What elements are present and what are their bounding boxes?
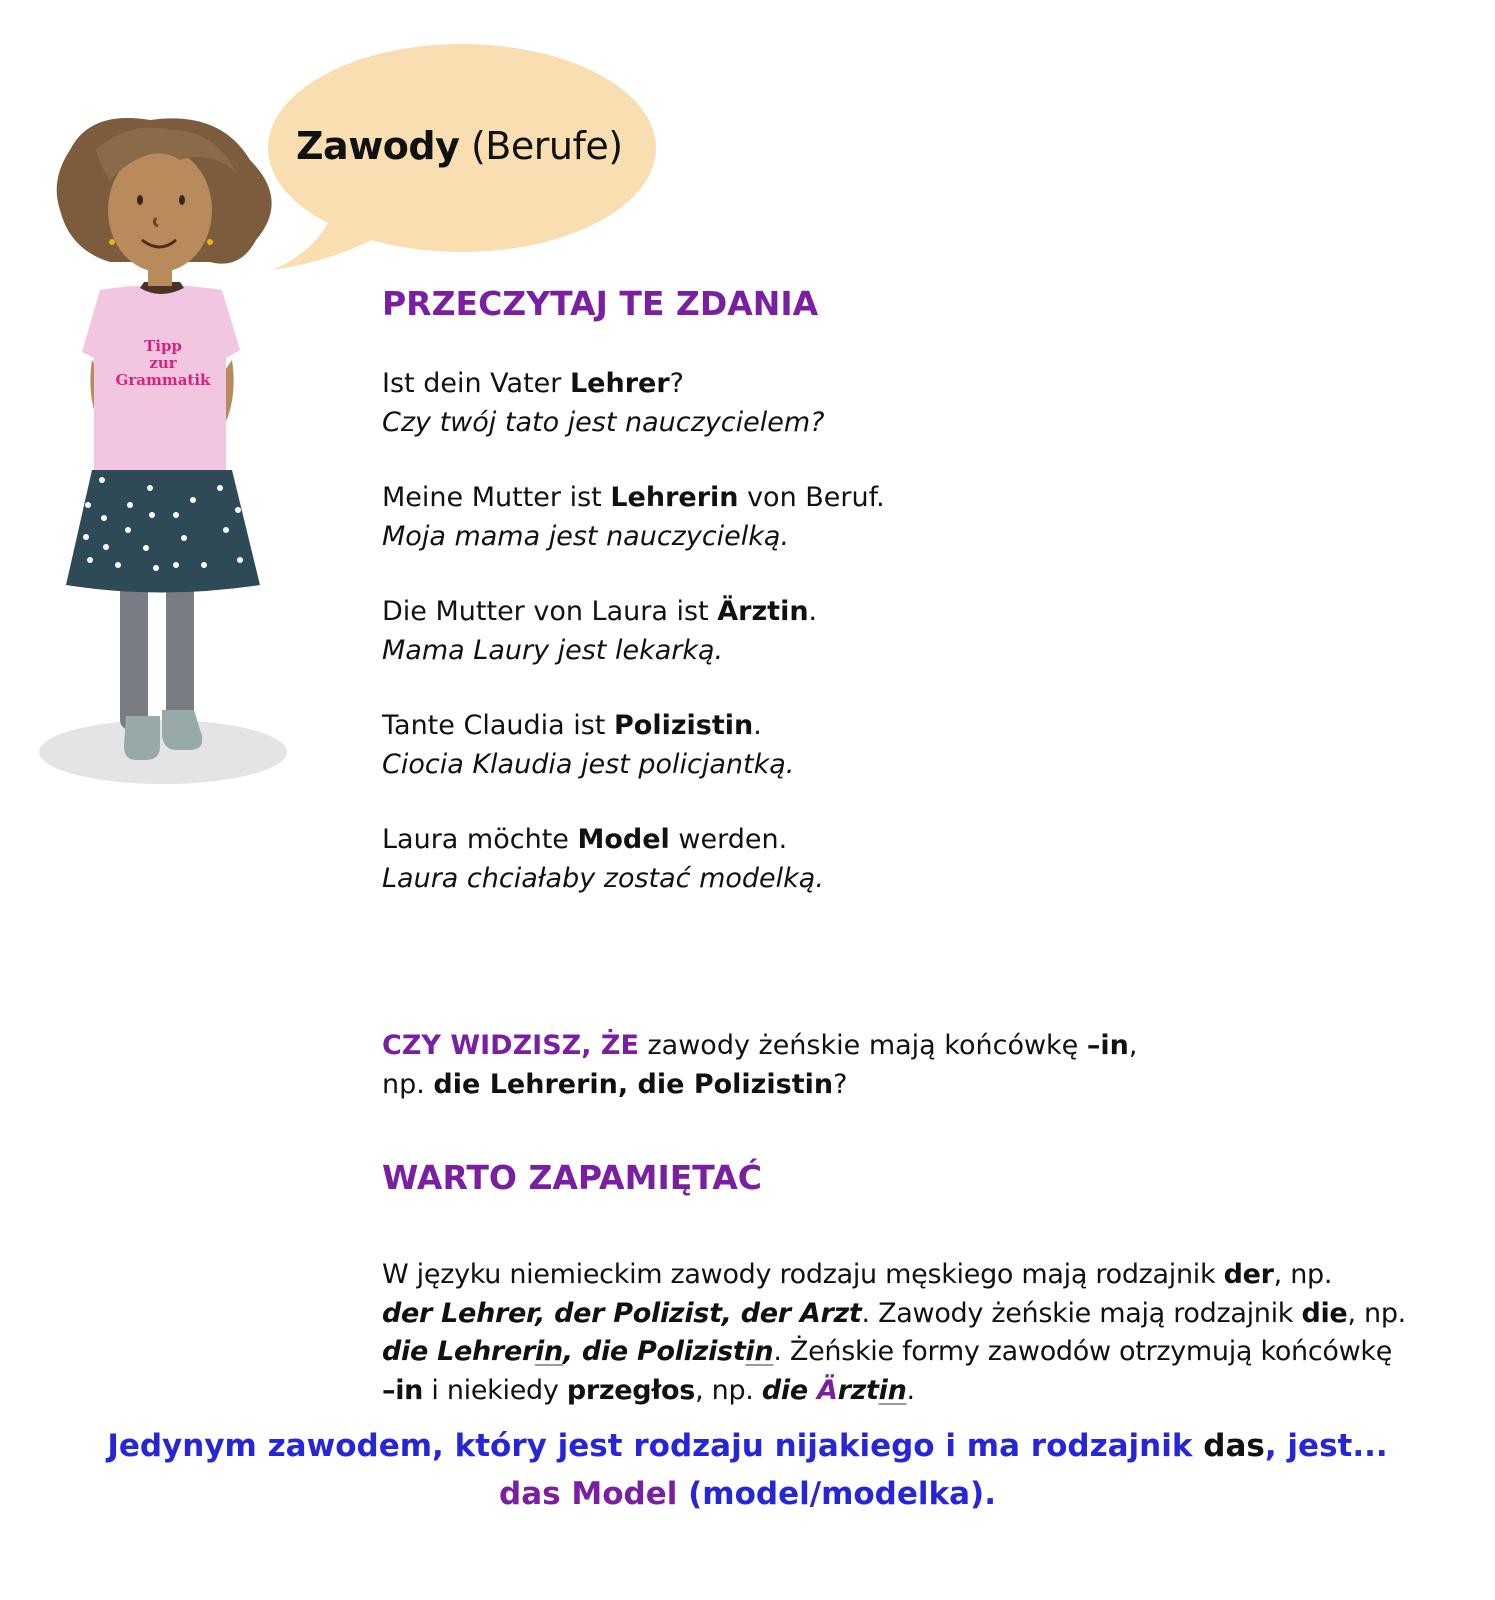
footer-line-1: Jedynym zawodem, który jest rodzaju nijakiego i ma rodzajnik das, jest... (107, 1428, 1388, 1464)
footer-line-2: das Model (model/modelka). (499, 1476, 996, 1512)
shirt-line: zur (149, 354, 177, 372)
grammar-rule-paragraph (382, 1256, 1462, 1410)
title-bold: Zawody (296, 124, 460, 168)
sentence-pair (382, 592, 817, 670)
shirt-logo-text (113, 338, 213, 389)
shirt-line: Grammatik (115, 371, 211, 389)
rule-line-3: die Lehrerin, die Polizistin. Żeńskie formy zawodów otrzymują końcówkę (382, 1336, 1393, 1367)
polish-translation: Ciocia Klaudia jest policjantką. (382, 749, 795, 780)
polish-translation: Mama Laury jest lekarką. (382, 635, 724, 666)
section-heading-read: PRZECZYTAJ TE ZDANIA (382, 284, 819, 323)
german-sentence: Die Mutter von Laura ist Ärztin. (382, 596, 818, 627)
footer-fun-fact (0, 1422, 1495, 1518)
german-sentence: Ist dein Vater Lehrer? (382, 368, 684, 399)
polish-translation: Moja mama jest nauczycielką. (382, 521, 790, 552)
rule-line-2: der Lehrer, der Polizist, der Arzt. Zawody żeńskie mają rodzajnik die, np. (382, 1297, 1406, 1329)
polish-translation: Laura chciałaby zostać modelką. (382, 863, 824, 894)
sentence-pair (382, 820, 824, 898)
german-sentence: Tante Claudia ist Polizistin. (382, 710, 762, 741)
notice-paragraph (382, 1026, 1137, 1104)
rule-line-4: –in i niekiedy przegłos, np. die Ärztin. (382, 1374, 915, 1406)
title-translation: (Berufe) (459, 124, 623, 168)
german-sentence: Meine Mutter ist Lehrerin von Beruf. (382, 482, 885, 513)
rule-line-1: W języku niemieckim zawody rodzaju męskiego mają rodzajnik der, np. (382, 1259, 1333, 1290)
section-heading-remember: WARTO ZAPAMIĘTAĆ (382, 1158, 762, 1197)
speech-bubble-title (296, 124, 623, 168)
notice-line-2: np. die Lehrerin, die Polizistin? (382, 1069, 848, 1100)
german-sentence: Laura möchte Model werden. (382, 824, 788, 855)
polish-translation: Czy twój tato jest nauczycielem? (382, 407, 825, 438)
sentence-pair (382, 706, 794, 784)
sentence-pair (382, 364, 825, 442)
sentence-pair (382, 478, 885, 556)
shirt-line: Tipp (144, 337, 182, 355)
notice-line-1: CZY WIDZISZ, ŻE zawody żeńskie mają końcówkę –in, (382, 1030, 1138, 1061)
